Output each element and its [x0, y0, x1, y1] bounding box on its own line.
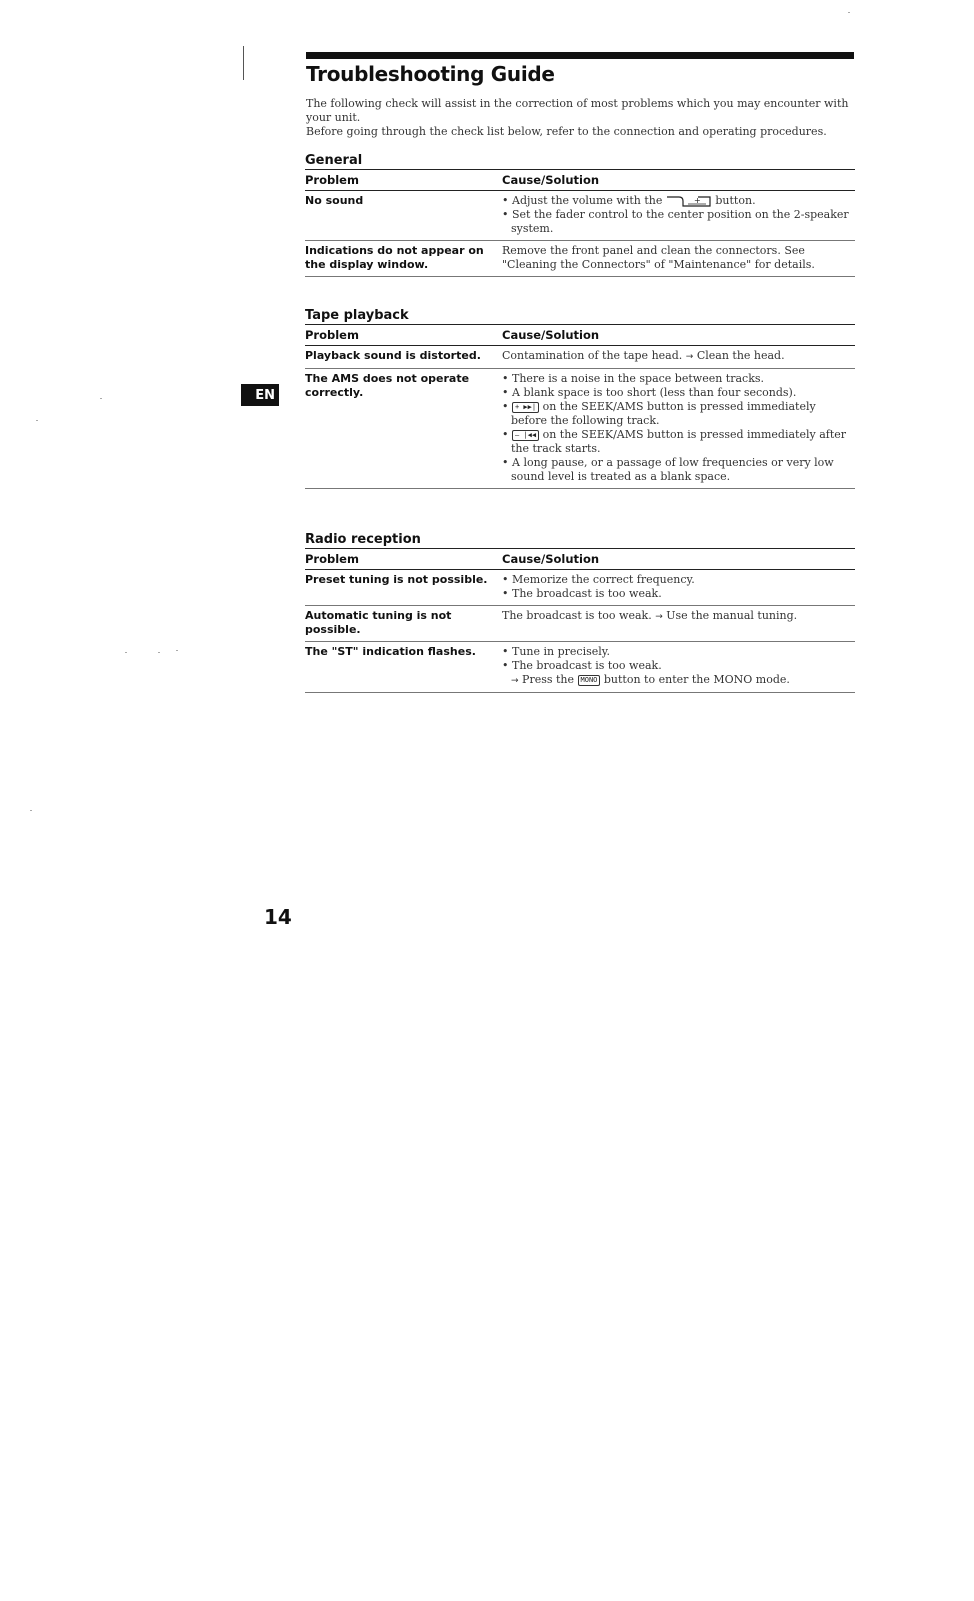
scan-speck — [125, 652, 127, 653]
solution-bullet: • Tune in precisely. — [502, 645, 855, 659]
table-row — [305, 191, 855, 241]
intro-text — [306, 97, 854, 139]
section-tape-playback — [305, 307, 855, 489]
title-rule — [306, 52, 854, 59]
solution-bullet: • Set the fader control to the center position on the 2-speaker system. — [502, 208, 855, 236]
solution-bullet: • Memorize the correct frequency. — [502, 573, 855, 587]
problem-cell: The "ST" indication flashes. — [305, 645, 476, 658]
mono-button-icon: MONO — [578, 675, 601, 686]
solution-bullet: • A long pause, or a passage of low frequencies or very low sound level is treated as a blank space. — [502, 456, 855, 484]
scan-speck — [100, 398, 102, 399]
column-headers — [305, 170, 855, 191]
column-problem: Problem — [305, 328, 359, 342]
table-row — [305, 346, 855, 369]
section-heading: General — [305, 152, 855, 170]
solution-cell — [502, 609, 855, 637]
svg-text:+: + — [693, 196, 701, 205]
column-solution: Cause/Solution — [502, 173, 600, 187]
scan-speck — [158, 652, 160, 653]
solution-bullet — [502, 400, 855, 428]
language-tab: EN — [241, 384, 279, 406]
column-problem: Problem — [305, 552, 359, 566]
bullet-text: on the SEEK/AMS button is pressed immediately after the track starts. — [511, 428, 847, 455]
solution-bullet: • The broadcast is too weak. — [502, 659, 855, 673]
bullet-text: Press the — [522, 673, 575, 686]
table-row — [305, 369, 855, 489]
solution-subline — [502, 673, 855, 688]
column-problem: Problem — [305, 173, 359, 187]
table-row — [305, 241, 855, 277]
section-radio-reception — [305, 531, 855, 693]
solution-cell — [502, 645, 855, 688]
page-title: Troubleshooting Guide — [306, 62, 555, 86]
solution-cell — [502, 194, 855, 236]
scan-speck — [176, 650, 178, 651]
problem-cell: No sound — [305, 194, 364, 207]
solution-bullet — [502, 194, 855, 208]
bullet-text: Adjust the volume with the — [512, 194, 663, 207]
solution-text: Clean the head. — [696, 349, 785, 362]
solution-cell: Remove the front panel and clean the connectors. See "Cleaning the Connectors" of "Maintenance" for details. — [502, 244, 815, 271]
solution-cell — [502, 372, 855, 484]
section-heading: Radio reception — [305, 531, 855, 549]
arrow-icon: → — [685, 352, 694, 362]
section-heading: Tape playback — [305, 307, 855, 325]
solution-bullet: • There is a noise in the space between tracks. — [502, 372, 855, 386]
column-headers — [305, 549, 855, 570]
arrow-icon: → — [655, 612, 663, 622]
column-solution: Cause/Solution — [502, 328, 600, 342]
solution-text: Use the manual tuning. — [666, 609, 798, 622]
scan-speck — [30, 810, 32, 811]
bullet-text: button to enter the MONO mode. — [603, 673, 790, 686]
problem-cell: Indications do not appear on the display window. — [305, 244, 484, 271]
scan-speck — [848, 12, 850, 13]
seek-forward-icon: + ▶▶| — [512, 402, 539, 413]
volume-button-icon — [666, 194, 712, 208]
page-number: 14 — [264, 905, 292, 929]
solution-text: The broadcast is too weak. — [502, 609, 652, 622]
table-row — [305, 606, 855, 642]
intro-paragraph: Before going through the check list below, refer to the connection and operating procedures. — [306, 125, 827, 138]
problem-cell: Automatic tuning is not possible. — [305, 609, 452, 636]
solution-text: Contamination of the tape head. — [502, 349, 683, 362]
solution-cell — [502, 573, 855, 601]
bullet-text: button. — [715, 194, 756, 207]
column-solution: Cause/Solution — [502, 552, 600, 566]
solution-cell — [502, 349, 855, 364]
bullet-text: on the SEEK/AMS button is pressed immediately before the following track. — [511, 400, 816, 427]
solution-bullet: • The broadcast is too weak. — [502, 587, 855, 601]
margin-rule — [243, 46, 244, 80]
problem-cell: The AMS does not operate correctly. — [305, 372, 470, 399]
problem-cell: Playback sound is distorted. — [305, 349, 481, 362]
arrow-icon: → — [511, 676, 519, 686]
intro-paragraph: The following check will assist in the correction of most problems which you may encounter with your unit. — [306, 97, 849, 124]
solution-bullet — [502, 428, 855, 456]
seek-back-icon: — |◀◀ — [512, 430, 539, 441]
table-row — [305, 642, 855, 693]
section-general — [305, 152, 855, 277]
column-headers — [305, 325, 855, 346]
table-row — [305, 570, 855, 606]
problem-cell: Preset tuning is not possible. — [305, 573, 488, 586]
solution-bullet: • A blank space is too short (less than four seconds). — [502, 386, 855, 400]
scan-speck — [36, 420, 38, 421]
